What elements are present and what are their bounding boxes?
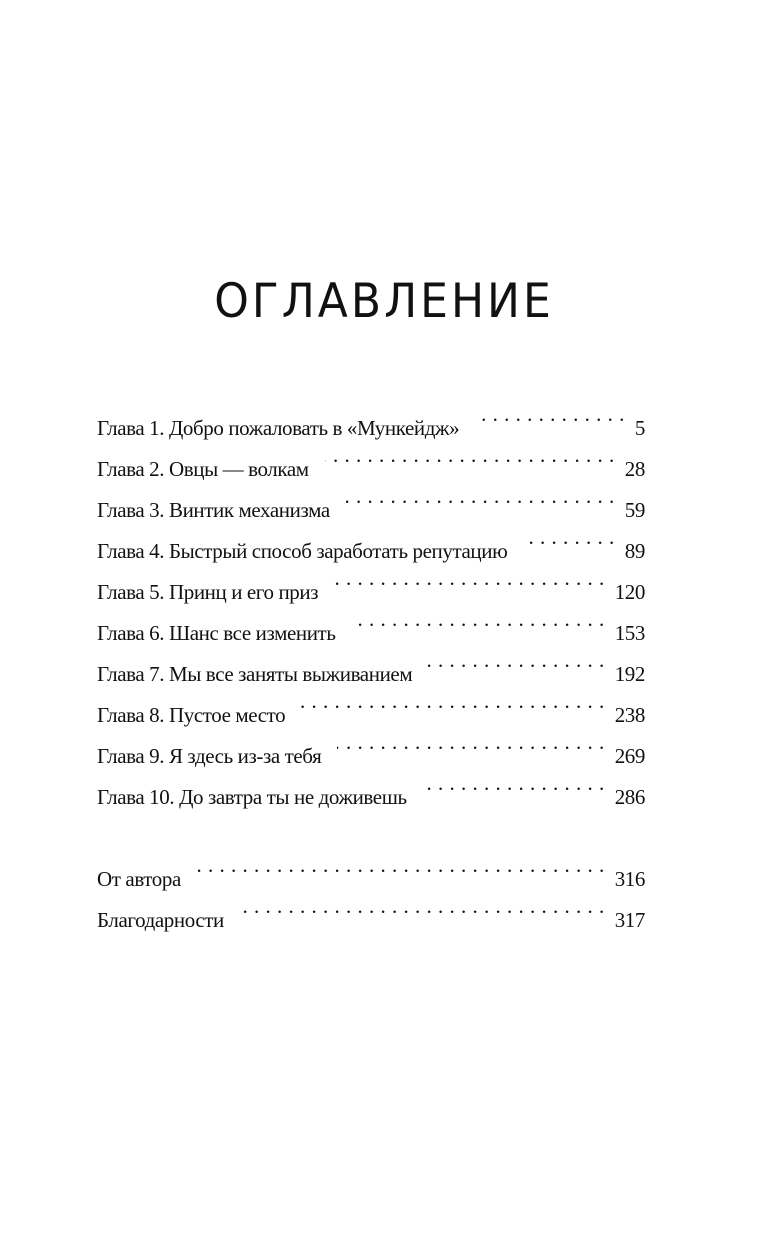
dot-leader <box>325 435 615 476</box>
toc-entry <box>97 394 645 440</box>
chapter-title: Глава 7. Мы все заняты выживанием <box>97 662 413 686</box>
dot-leader <box>337 722 604 763</box>
page-number: 120 <box>614 580 645 604</box>
section-title: Благодарности <box>97 908 224 932</box>
page-number: 316 <box>614 867 645 891</box>
page-number: 317 <box>614 908 645 932</box>
page-number: 28 <box>624 457 645 481</box>
dot-leader <box>523 517 614 558</box>
dot-leader <box>301 681 604 722</box>
page-number: 89 <box>624 539 645 563</box>
extras-list <box>97 845 645 932</box>
dot-leader <box>346 476 615 517</box>
page-number: 286 <box>614 785 645 809</box>
chapter-title: Глава 10. До завтра ты не доживешь <box>97 785 407 809</box>
dot-leader <box>428 640 604 681</box>
page-number: 238 <box>614 703 645 727</box>
chapter-title: Глава 2. Овцы — волкам <box>97 457 309 481</box>
dot-leader <box>197 845 605 886</box>
chapter-list <box>97 394 645 809</box>
page-number: 59 <box>624 498 645 522</box>
dot-leader <box>475 394 625 435</box>
dot-leader <box>240 886 605 927</box>
dot-leader <box>423 763 605 804</box>
section-title: От автора <box>97 867 181 891</box>
page-number: 269 <box>614 744 645 768</box>
chapter-title: Глава 3. Винтик механизма <box>97 498 330 522</box>
chapter-title: Глава 1. Добро пожаловать в «Мункейдж» <box>97 416 460 440</box>
page-number: 192 <box>614 662 645 686</box>
dot-leader <box>334 558 605 599</box>
chapter-title: Глава 5. Принц и его приз <box>97 580 319 604</box>
dot-leader <box>352 599 605 640</box>
page-number: 5 <box>634 416 645 440</box>
chapter-title: Глава 8. Пустое место <box>97 703 286 727</box>
page-title: ОГЛАВЛЕНИЕ <box>214 273 554 329</box>
chapter-title: Глава 4. Быстрый способ заработать репутацию <box>97 539 508 563</box>
toc-entry <box>97 845 645 891</box>
chapter-title: Глава 6. Шанс все изменить <box>97 621 336 645</box>
chapter-title: Глава 9. Я здесь из-за тебя <box>97 744 322 768</box>
page-number: 153 <box>614 621 645 645</box>
